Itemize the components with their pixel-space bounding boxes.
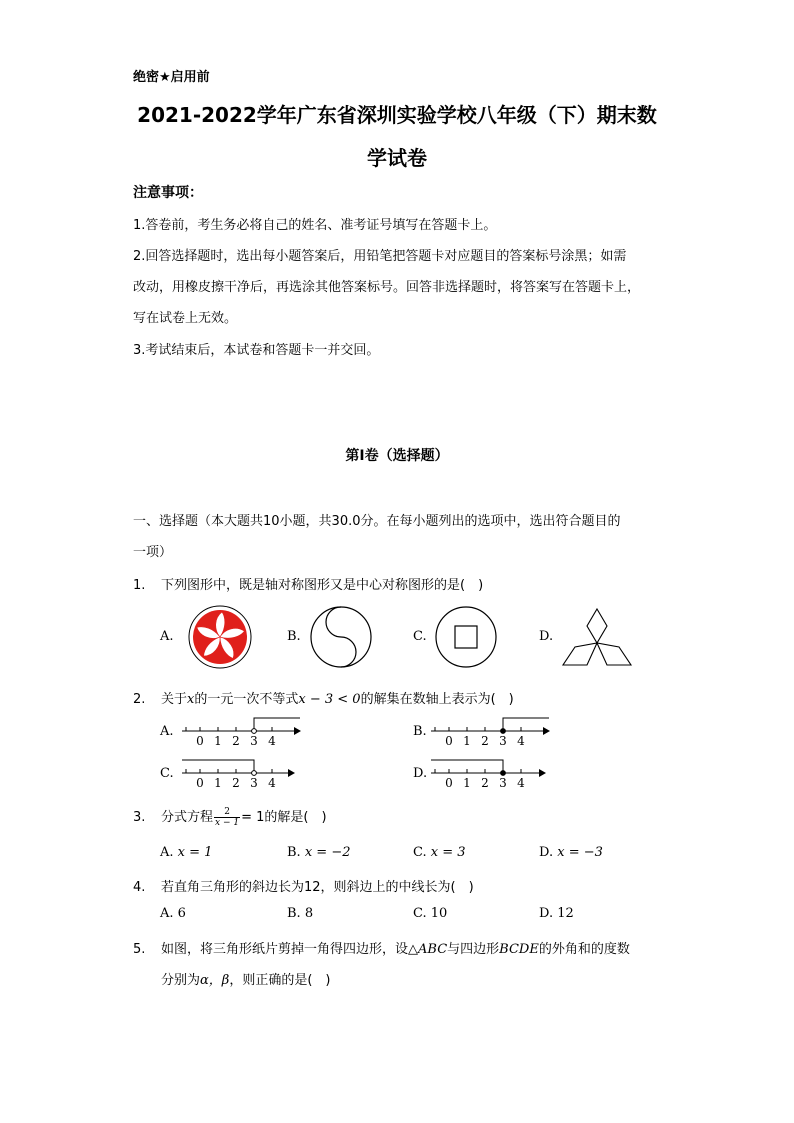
tick-label: 0: [445, 776, 453, 790]
option-letter: D.: [539, 845, 554, 860]
tick-label: 1: [214, 734, 222, 748]
tick-label: 4: [517, 734, 525, 748]
notice-line-4: 写在试卷上无效。: [133, 311, 238, 326]
tick-label: 1: [214, 776, 222, 790]
fraction-numerator: 2: [214, 807, 240, 818]
notice-line-1: 1.答卷前，考生务必将自己的姓名、准考证号填写在答题卡上。: [133, 218, 497, 233]
notice-heading: 注意事项：: [133, 185, 203, 201]
three-diamonds-icon[interactable]: [561, 607, 633, 669]
question-text-b: 与四边形: [447, 942, 500, 957]
option-letter: B.: [287, 906, 301, 921]
tick-label: 1: [463, 734, 471, 748]
q2-option-d-label[interactable]: D.: [413, 766, 428, 781]
option-letter: C.: [413, 845, 427, 860]
tick-label: 2: [481, 734, 489, 748]
q3-option-b[interactable]: [287, 845, 350, 860]
tick-label: 2: [481, 776, 489, 790]
tick-label: 2: [232, 776, 240, 790]
question-text-a: 如图，将三角形纸片剪掉一角得四边形，设: [161, 942, 409, 957]
option-value: 6: [177, 906, 186, 921]
question-text-e: ，则正确的是( ): [229, 973, 331, 988]
number-line-b[interactable]: [429, 714, 553, 748]
volume-title: 第Ⅰ卷（选择题）: [345, 448, 449, 464]
question-number: 2.: [133, 692, 146, 707]
number-line-a[interactable]: [180, 714, 304, 748]
option-letter: A.: [160, 845, 174, 860]
question-text-c: 的解集在数轴上表示为( ): [360, 692, 514, 707]
triangle-abc: △ABC: [408, 942, 448, 957]
option-value: 8: [304, 906, 314, 921]
tick-label: 4: [268, 776, 276, 790]
coin-square-hole-icon[interactable]: [434, 606, 498, 668]
option-value: x = 3: [430, 845, 466, 860]
number-line-c[interactable]: [180, 756, 304, 790]
option-letter: C.: [413, 906, 427, 921]
question-text-b: 的一元一次不等式: [194, 692, 299, 707]
question-5: [133, 938, 630, 957]
inequality-expression: x − 3 < 0: [298, 692, 361, 707]
option-letter: D.: [539, 906, 554, 921]
option-value: x = 1: [177, 845, 213, 860]
tick-label: 3: [499, 776, 507, 790]
question-number: 4.: [133, 880, 146, 895]
fraction-denominator: x − 1: [215, 818, 240, 828]
tick-label: 3: [499, 734, 507, 748]
question-text: 下列图形中，既是轴对称图形又是中心对称图形的是( ): [161, 578, 484, 593]
notice-line-5: 3.考试结束后，本试卷和答题卡一并交回。: [133, 343, 380, 358]
option-value: 10: [430, 906, 448, 921]
question-3: [133, 806, 327, 828]
q1-option-d-label[interactable]: D.: [539, 629, 554, 644]
q2-option-c-label[interactable]: C.: [160, 766, 174, 781]
question-4: [133, 876, 474, 895]
q3-option-a[interactable]: [160, 845, 212, 860]
tick-label: 0: [445, 734, 453, 748]
option-value: x = −3: [557, 845, 603, 860]
q3-option-c[interactable]: [413, 845, 466, 860]
tick-label: 0: [196, 776, 204, 790]
q3-option-d[interactable]: [539, 845, 603, 860]
q1-option-a-label[interactable]: A.: [160, 629, 174, 644]
question-text-b: = 1的解是( ): [241, 810, 327, 825]
question-number: 1.: [133, 578, 146, 593]
question-text: 若直角三角形的斜边长为12，则斜边上的中线长为( ): [161, 880, 474, 895]
q4-option-c[interactable]: [413, 906, 447, 921]
q1-option-c-label[interactable]: C.: [413, 629, 427, 644]
question-number: 5.: [133, 942, 146, 957]
tick-label: 4: [268, 734, 276, 748]
section-heading-line2: 一项）: [133, 545, 173, 560]
notice-line-3: 改动，用橡皮擦干净后，再选涂其他答案标号。回答非选择题时，将答案写在答题卡上，: [133, 280, 641, 295]
exam-title-line1: 2021-2022学年广东省深圳实验学校八年级（下）期末数: [137, 103, 657, 127]
question-text-a: 关于: [161, 692, 188, 707]
hk-bauhinia-flag-icon[interactable]: [184, 604, 256, 670]
option-letter: A.: [160, 906, 174, 921]
tick-label: 3: [250, 734, 258, 748]
yin-yang-icon[interactable]: [309, 606, 373, 668]
section-heading-line1: 一、选择题（本大题共10小题，共30.0分。在每小题列出的选项中，选出符合题目的: [133, 514, 621, 529]
confidential-label: 绝密★启用前: [133, 70, 210, 85]
question-number: 3.: [133, 810, 146, 825]
number-line-d[interactable]: [429, 756, 553, 790]
question-text-d: 分别为: [161, 973, 201, 988]
q2-option-b-label[interactable]: B.: [413, 724, 427, 739]
q1-option-b-label[interactable]: B.: [287, 629, 301, 644]
q2-option-a-label[interactable]: A.: [160, 724, 174, 739]
tick-label: 3: [250, 776, 258, 790]
q4-option-a[interactable]: [160, 906, 186, 921]
tick-label: 2: [232, 734, 240, 748]
option-value: x = −2: [304, 845, 351, 860]
fraction: [214, 807, 240, 828]
question-1: [133, 574, 483, 593]
tick-label: 4: [517, 776, 525, 790]
tick-label: 1: [463, 776, 471, 790]
question-2: [133, 688, 514, 707]
notice-line-2: 2.回答选择题时，选出每小题答案后，用铅笔把答题卡对应题目的答案标号涂黑；如需: [133, 249, 627, 264]
q4-option-b[interactable]: [287, 906, 313, 921]
angle-variables: α，β: [200, 973, 230, 988]
quadrilateral-bcde: BCDE: [499, 942, 539, 957]
question-text-a: 分式方程: [161, 810, 214, 825]
option-value: 12: [557, 906, 574, 921]
tick-label: 0: [196, 734, 204, 748]
question-5-line2: [161, 969, 330, 988]
q4-option-d[interactable]: [539, 906, 574, 921]
option-letter: B.: [287, 845, 301, 860]
variable-x: x: [187, 692, 195, 707]
question-text-c: 的外角和的度数: [538, 942, 630, 957]
exam-title-line2: 学试卷: [367, 146, 427, 170]
